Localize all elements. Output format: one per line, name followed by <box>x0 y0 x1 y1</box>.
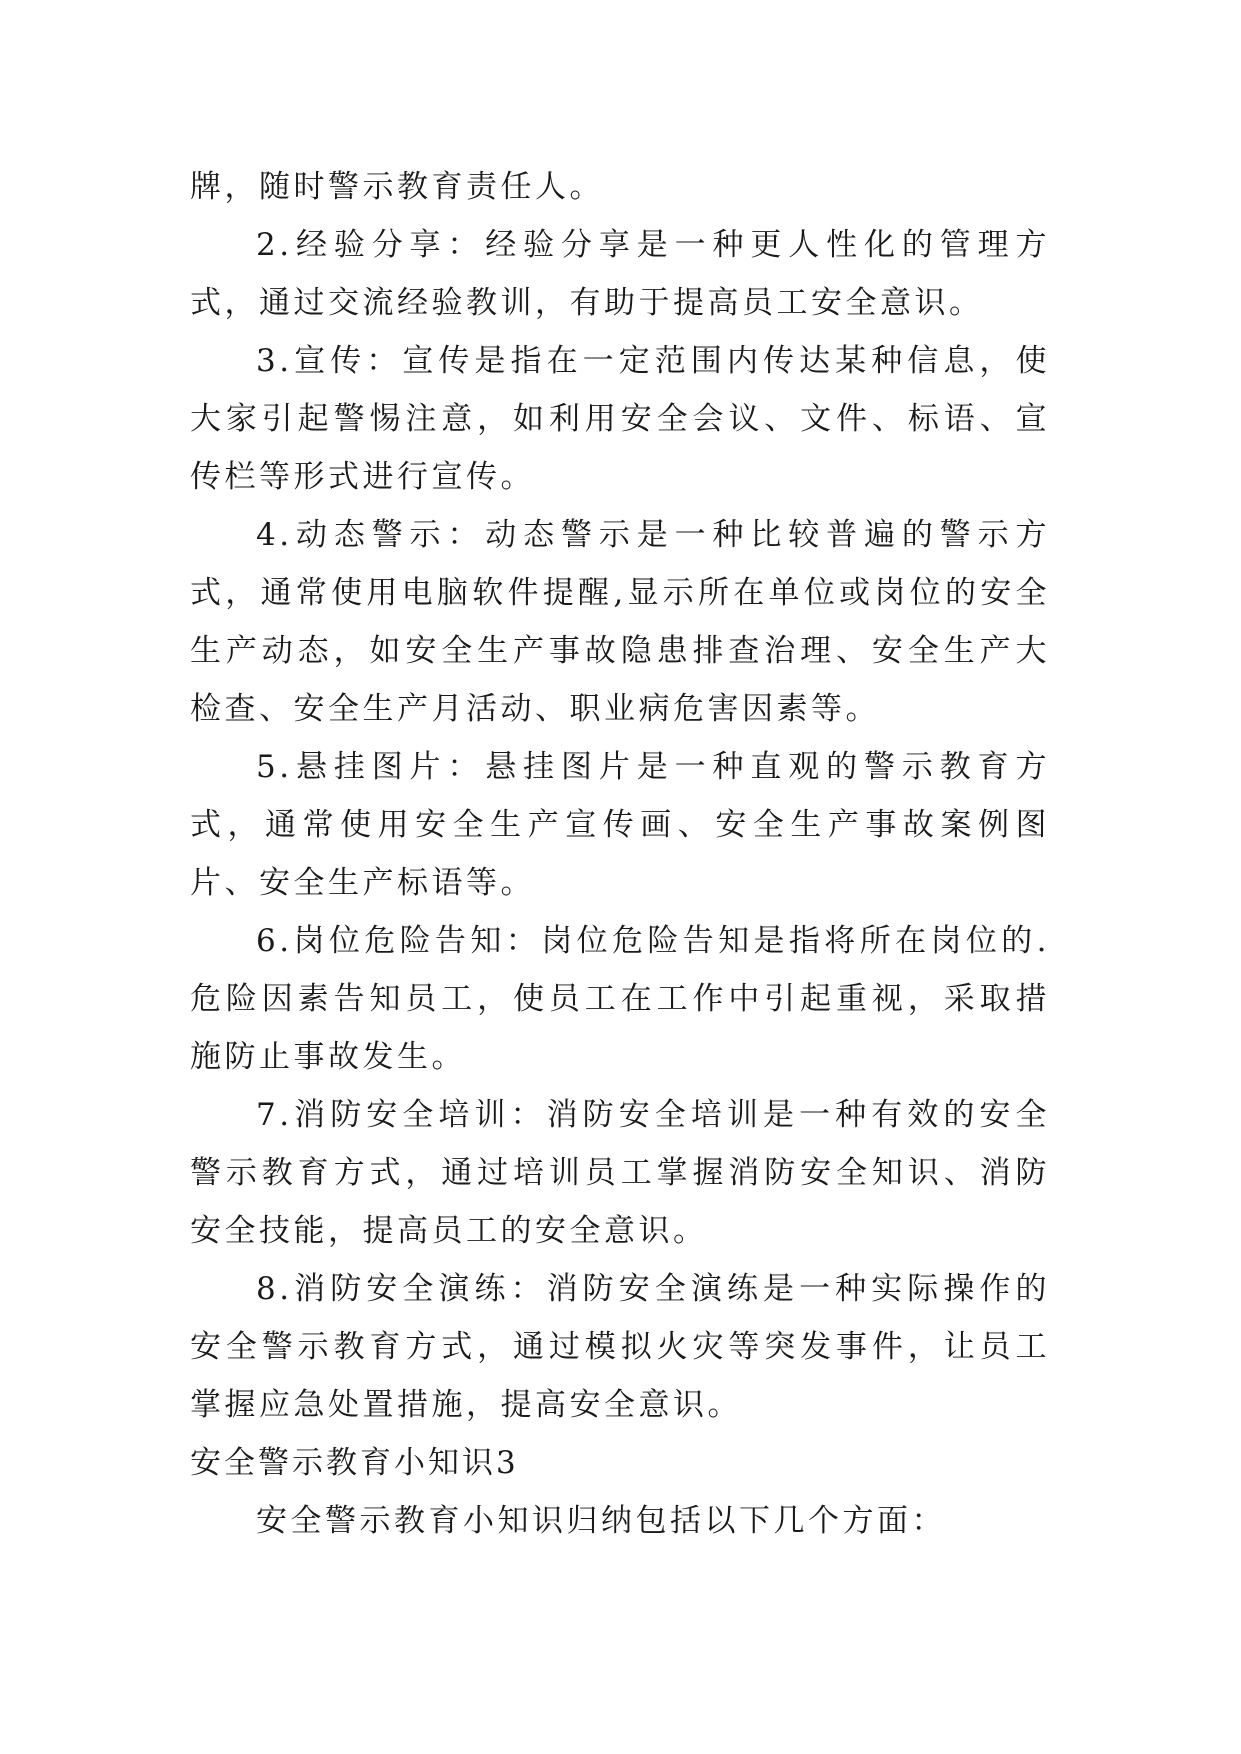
section-heading: 安全警示教育小知识3 <box>190 1445 519 1481</box>
paragraph-item-3: 3.宣传：宣传是指在一定范围内传达某种信息，使大家引起警惕注意，如利用安全会议、文件、标语、宣传栏等形式进行宣传。 <box>190 343 1050 495</box>
document-body <box>190 158 1050 1550</box>
paragraph-item-5: 5.悬挂图片：悬挂图片是一种直观的警示教育方式，通常使用安全生产宣传画、安全生产事故案例图片、安全生产标语等。 <box>190 749 1050 901</box>
paragraph-item-8: 8.消防安全演练：消防安全演练是一种实际操作的安全警示教育方式，通过模拟火灾等突发事件，让员工掌握应急处置措施，提高安全意识。 <box>190 1271 1050 1423</box>
paragraph-item-6: 6.岗位危险告知：岗位危险告知是指将所在岗位的.危险因素告知员工，使员工在工作中引起重视，采取措施防止事故发生。 <box>190 923 1050 1075</box>
paragraph-item-4: 4.动态警示：动态警示是一种比较普遍的警示方式，通常使用电脑软件提醒,显示所在单位或岗位的安全生产动态，如安全生产事故隐患排查治理、安全生产大检查、安全生产月活动、职业病危害因素等。 <box>190 517 1050 727</box>
section-intro: 安全警示教育小知识归纳包括以下几个方面： <box>256 1503 946 1539</box>
paragraph-item-7: 7.消防安全培训：消防安全培训是一种有效的安全警示教育方式，通过培训员工掌握消防安全知识、消防安全技能，提高员工的安全意识。 <box>190 1097 1050 1249</box>
paragraph-continuation: 牌，随时警示教育责任人。 <box>190 169 604 205</box>
paragraph-item-2: 2.经验分享：经验分享是一种更人性化的管理方式，通过交流经验教训，有助于提高员工安全意识。 <box>190 227 1050 321</box>
